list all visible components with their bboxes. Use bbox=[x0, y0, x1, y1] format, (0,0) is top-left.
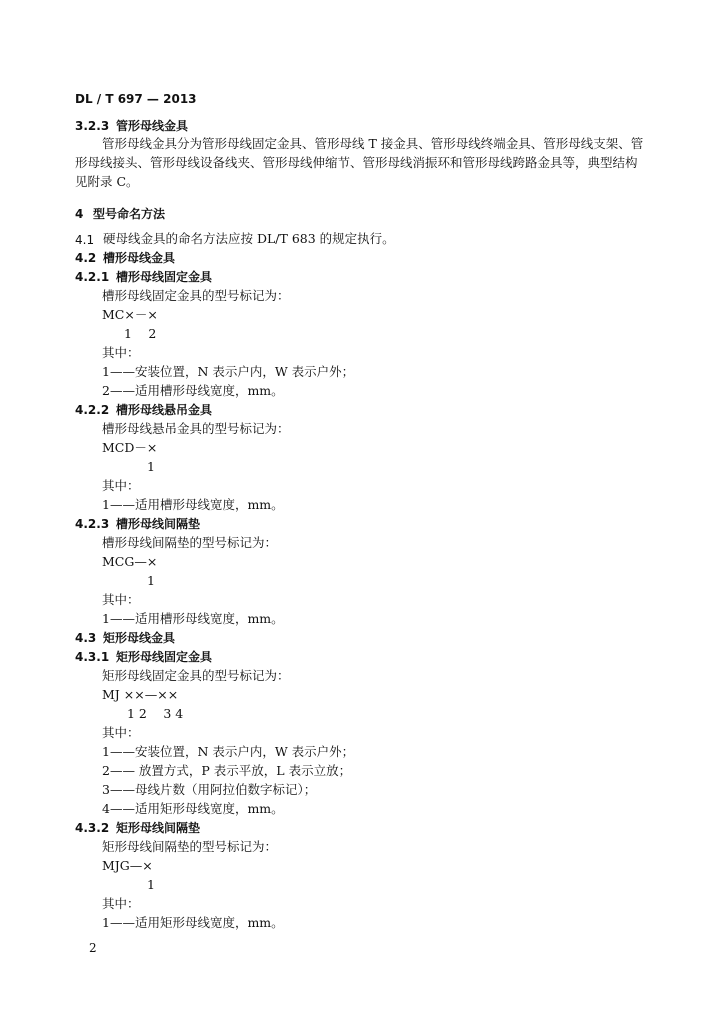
section-4-2-number: 4.2 bbox=[75, 251, 97, 265]
section-4-2-2-number: 4.2.2 bbox=[75, 403, 110, 417]
section-4-2-title: 槽形母线金具 bbox=[103, 251, 176, 265]
legend-item: 4——适用矩形母线宽度，mm。 bbox=[102, 801, 284, 816]
section-4-1-number: 4.1 bbox=[75, 233, 95, 247]
paragraph-line: 见附录 C。 bbox=[75, 174, 139, 189]
designation-code: MCD－× bbox=[102, 440, 158, 455]
section-4-3-1-number: 4.3.1 bbox=[75, 650, 110, 664]
where-label: 其中： bbox=[102, 725, 140, 740]
legend-item: 2——适用槽形母线宽度，mm。 bbox=[102, 383, 284, 398]
designation-code: MCG—× bbox=[102, 554, 158, 569]
where-label: 其中： bbox=[102, 345, 140, 360]
section-3-2-3-title: 管形母线金具 bbox=[116, 119, 189, 133]
section-4-3-2-title: 矩形母线间隔垫 bbox=[116, 821, 201, 835]
designation-intro: 槽形母线固定金具的型号标记为： bbox=[102, 288, 290, 303]
section-4-3-1-title: 矩形母线固定金具 bbox=[116, 650, 213, 664]
designation-intro: 槽形母线悬吊金具的型号标记为： bbox=[102, 421, 290, 436]
section-4-3-number: 4.3 bbox=[75, 631, 97, 645]
designation-index: 1 bbox=[147, 573, 155, 588]
designation-intro: 矩形母线固定金具的型号标记为： bbox=[102, 668, 290, 683]
legend-item: 1——适用矩形母线宽度，mm。 bbox=[102, 915, 284, 930]
section-4-number: 4 bbox=[75, 207, 84, 221]
designation-code: MC×－× bbox=[102, 307, 158, 322]
paragraph-line: 管形母线金具分为管形母线固定金具、管形母线 T 接金具、管形母线终端金具、管形母线支架、管 bbox=[102, 136, 644, 151]
document-header: DL / T 697 — 2013 bbox=[75, 92, 197, 106]
section-4-3-2-number: 4.3.2 bbox=[75, 821, 110, 835]
section-4-title: 型号命名方法 bbox=[93, 207, 166, 221]
section-4-2-3-number: 4.2.3 bbox=[75, 517, 110, 531]
designation-index: 1 2 bbox=[124, 326, 157, 341]
designation-intro: 槽形母线间隔垫的型号标记为： bbox=[102, 535, 278, 550]
section-4-2-3-title: 槽形母线间隔垫 bbox=[116, 517, 201, 531]
where-label: 其中： bbox=[102, 592, 140, 607]
designation-index: 1 bbox=[147, 459, 155, 474]
where-label: 其中： bbox=[102, 478, 140, 493]
designation-intro: 矩形母线间隔垫的型号标记为： bbox=[102, 839, 278, 854]
legend-item: 1——适用槽形母线宽度，mm。 bbox=[102, 611, 284, 626]
section-4-2-1-title: 槽形母线固定金具 bbox=[116, 270, 213, 284]
where-label: 其中： bbox=[102, 896, 140, 911]
paragraph-line: 形母线接头、管形母线设备线夹、管形母线伸缩节、管形母线消振环和管形母线跨路金具等，典型结构 bbox=[75, 155, 638, 170]
legend-item: 3——母线片数（用阿拉伯数字标记）； bbox=[102, 782, 317, 797]
page-number: 2 bbox=[89, 941, 97, 955]
designation-code: MJ ××—×× bbox=[102, 687, 179, 702]
legend-item: 1——安装位置，N 表示户内，W 表示户外； bbox=[102, 364, 355, 379]
section-4-2-1-number: 4.2.1 bbox=[75, 270, 110, 284]
section-4-3-title: 矩形母线金具 bbox=[103, 631, 176, 645]
section-4-1-text: 硬母线金具的命名方法应按 DL/T 683 的规定执行。 bbox=[103, 231, 395, 246]
legend-item: 2—— 放置方式，P 表示平放，L 表示立放； bbox=[102, 763, 352, 778]
legend-item: 1——适用槽形母线宽度，mm。 bbox=[102, 497, 284, 512]
section-3-2-3-number: 3.2.3 bbox=[75, 119, 110, 133]
legend-item: 1——安装位置，N 表示户内，W 表示户外； bbox=[102, 744, 355, 759]
section-4-2-2-title: 槽形母线悬吊金具 bbox=[116, 403, 213, 417]
designation-index: 1 bbox=[147, 877, 155, 892]
designation-code: MJG—× bbox=[102, 858, 153, 873]
designation-index: 1 2 3 4 bbox=[127, 706, 184, 721]
